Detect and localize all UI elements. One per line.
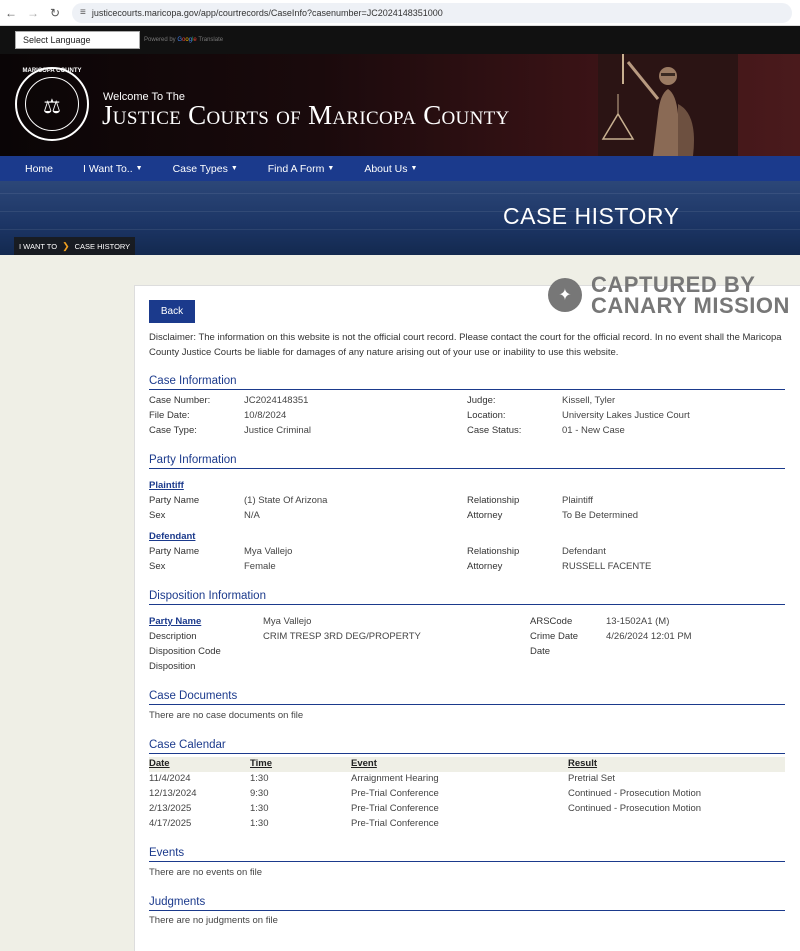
sex-label: Sex — [149, 561, 166, 572]
disposition-party-name-label: Party Name — [149, 616, 202, 627]
watermark-line-1: CAPTURED BY — [591, 272, 756, 297]
translate-bar — [0, 26, 800, 54]
disclaimer-text: Disclaimer: The information on this website is not the official court record. Please contact the court for the official record. In no event shall the Maricopa County Justice Courts be liable for damages of any nature arising out of your use or inability to use this website. — [149, 332, 782, 358]
calendar-row-4-time: 1:30 — [250, 818, 269, 829]
defendant-name-value: Mya Vallejo — [244, 546, 293, 557]
google-letter-5: l — [192, 37, 194, 43]
judge-value: Kissell, Tyler — [562, 395, 616, 406]
party-name-label: Party Name — [149, 546, 200, 557]
defendant-relationship-value: Defendant — [562, 546, 606, 557]
defendant-attorney-value: RUSSELL FACENTE — [562, 561, 652, 572]
section-divider — [149, 861, 785, 862]
site-title: Justice Courts of Maricopa County — [102, 100, 510, 130]
calendar-row-1-event: Arraignment Hearing — [351, 773, 439, 784]
description-label: Description — [149, 631, 197, 642]
date-label: Date — [530, 646, 551, 657]
case-documents-heading: Case Documents — [149, 690, 238, 702]
section-divider — [149, 468, 785, 469]
file-date-label: File Date: — [149, 410, 190, 421]
canary-bird-icon: ✦ — [548, 278, 582, 312]
language-select[interactable]: Select Language — [15, 31, 140, 49]
google-letter-3: o — [185, 37, 189, 43]
plaintiff-heading[interactable]: Plaintiff — [149, 480, 184, 491]
file-date-value: 10/8/2024 — [244, 410, 287, 421]
calendar-row-3-time: 1:30 — [250, 803, 269, 814]
case-information-heading: Case Information — [149, 375, 237, 387]
sex-label: Sex — [149, 510, 166, 521]
case-status-label: Case Status: — [467, 425, 522, 436]
case-type-value: Justice Criminal — [244, 425, 312, 436]
crime-date-label: Crime Date — [530, 631, 579, 642]
events-heading: Events — [149, 847, 185, 859]
section-divider — [149, 910, 785, 911]
calendar-row-1-result: Pretrial Set — [568, 773, 615, 784]
section-divider — [149, 604, 785, 605]
nav-find-a-form-label: Find A Form — [267, 162, 325, 175]
nav-find-a-form[interactable] — [268, 163, 335, 175]
calendar-event-header[interactable]: Event — [351, 758, 377, 769]
google-letter-6: e — [193, 37, 197, 43]
nav-case-types[interactable] — [173, 163, 238, 175]
plaintiff-sex-value: N/A — [244, 510, 260, 521]
back-arrow-icon[interactable]: ← — [5, 5, 17, 20]
nav-i-want-to[interactable] — [83, 163, 143, 175]
plaintiff-attorney-value: To Be Determined — [562, 510, 639, 521]
canary-mission-watermark — [548, 274, 790, 316]
ars-code-label: ARSCode — [530, 616, 573, 627]
scales-icon: ⚖ — [43, 96, 61, 118]
defendant-heading[interactable]: Defendant — [149, 531, 196, 542]
location-label: Location: — [467, 410, 506, 421]
breadcrumb-case-history: CASE HISTORY — [74, 241, 131, 251]
court-seal-logo[interactable] — [15, 67, 89, 141]
seal-inner-ring — [25, 77, 79, 131]
judgments-heading: Judgments — [149, 896, 206, 908]
calendar-header-row — [149, 757, 785, 772]
plaintiff-relationship-value: Plaintiff — [562, 495, 593, 506]
ars-code-value: 13-1502A1 (M) — [606, 616, 670, 627]
section-divider — [149, 753, 785, 754]
disposition-code-label: Disposition Code — [149, 646, 221, 657]
case-calendar-heading: Case Calendar — [149, 739, 226, 751]
relationship-label: Relationship — [467, 546, 520, 557]
nav-case-types-label: Case Types — [172, 162, 228, 175]
calendar-row-2-event: Pre-Trial Conference — [351, 788, 439, 799]
section-divider — [149, 389, 785, 390]
case-number-label: Case Number: — [149, 395, 211, 406]
chevron-right-icon: ❯ — [62, 240, 70, 251]
calendar-row-2-result: Continued - Prosecution Motion — [568, 788, 702, 799]
section-divider — [149, 704, 785, 705]
calendar-row-3-date: 2/13/2025 — [149, 803, 192, 814]
party-name-label: Party Name — [149, 495, 200, 506]
google-letter-4: g — [188, 37, 193, 43]
calendar-row-1-date: 11/4/2024 — [149, 773, 191, 784]
google-letter-1: G — [177, 37, 183, 43]
nav-home[interactable] — [25, 163, 53, 175]
caret-down-icon: ▼ — [230, 165, 238, 172]
disposition-information-heading: Disposition Information — [149, 590, 266, 602]
nav-about-us[interactable] — [364, 163, 417, 175]
no-judgments-text: There are no judgments on file — [149, 915, 278, 926]
description-value: CRIM TRESP 3RD DEG/PROPERTY — [263, 631, 421, 642]
party-information-heading: Party Information — [149, 454, 237, 466]
calendar-result-header[interactable]: Result — [568, 758, 598, 769]
url-text: justicecourts.maricopa.gov/app/courtrecords/CaseInfo?casenumber=JC2024148351000 — [91, 7, 443, 18]
banner-decoration — [0, 211, 800, 212]
address-bar[interactable] — [72, 3, 792, 23]
page-banner — [0, 181, 800, 255]
no-events-text: There are no events on file — [149, 867, 263, 878]
breadcrumb — [14, 237, 135, 255]
defendant-sex-value: Female — [244, 561, 276, 572]
browser-toolbar — [0, 0, 800, 26]
caret-down-icon: ▼ — [327, 165, 335, 172]
calendar-time-header[interactable]: Time — [250, 758, 273, 769]
caret-down-icon: ▼ — [410, 165, 418, 172]
case-number-value: JC2024148351 — [244, 395, 309, 406]
calendar-row-3-event: Pre-Trial Conference — [351, 803, 439, 814]
welcome-text: Welcome To The — [103, 91, 185, 103]
case-details-card — [134, 272, 800, 951]
case-type-label: Case Type: — [149, 425, 197, 436]
calendar-row-4-date: 4/17/2025 — [149, 818, 192, 829]
powered-by-google — [144, 37, 223, 43]
calendar-row-1-time: 1:30 — [250, 773, 269, 784]
forward-arrow-icon[interactable]: → — [27, 5, 39, 20]
nav-i-want-to-label: I Want To.. — [83, 162, 133, 175]
disposition-label: Disposition — [149, 661, 196, 672]
relationship-label: Relationship — [467, 495, 520, 506]
no-documents-text: There are no case documents on file — [149, 710, 304, 721]
reload-icon[interactable]: ↻ — [49, 5, 61, 20]
attorney-label: Attorney — [467, 510, 503, 521]
site-settings-icon[interactable]: ≡ — [80, 7, 86, 18]
calendar-row-4-event: Pre-Trial Conference — [351, 818, 439, 829]
caret-down-icon: ▼ — [135, 165, 143, 172]
watermark-text — [591, 274, 790, 316]
calendar-row-2-date: 12/13/2024 — [149, 788, 197, 799]
calendar-row-3-result: Continued - Prosecution Motion — [568, 803, 702, 814]
calendar-date-header[interactable]: Date — [149, 758, 170, 769]
translate-word[interactable]: Translate — [198, 37, 224, 43]
plaintiff-name-value: (1) State Of Arizona — [244, 495, 328, 506]
watermark-line-2: CANARY MISSION — [591, 293, 790, 318]
banner-decoration — [0, 193, 800, 194]
google-letter-2: o — [182, 37, 186, 43]
disposition-party-name-value: Mya Vallejo — [263, 616, 312, 627]
case-status-value: 01 - New Case — [562, 425, 625, 436]
page-title: CASE HISTORY — [503, 203, 680, 229]
main-nav — [0, 156, 800, 181]
banner-decoration — [0, 229, 800, 230]
calendar-row-2-time: 9:30 — [250, 788, 269, 799]
nav-about-us-label: About Us — [364, 162, 408, 175]
site-header — [0, 54, 800, 156]
location-value: University Lakes Justice Court — [562, 410, 690, 421]
powered-by-text: Powered by — [144, 37, 176, 43]
nav-home-label: Home — [25, 162, 54, 175]
crime-date-value: 4/26/2024 12:01 PM — [606, 631, 692, 642]
lady-justice-statue-image — [598, 54, 738, 156]
attorney-label: Attorney — [467, 561, 503, 572]
seal-text: MARICOPA COUNTY — [22, 68, 82, 74]
breadcrumb-i-want-to[interactable]: I WANT TO — [19, 241, 58, 251]
judge-label: Judge: — [467, 395, 496, 406]
back-button[interactable]: Back — [149, 300, 195, 323]
